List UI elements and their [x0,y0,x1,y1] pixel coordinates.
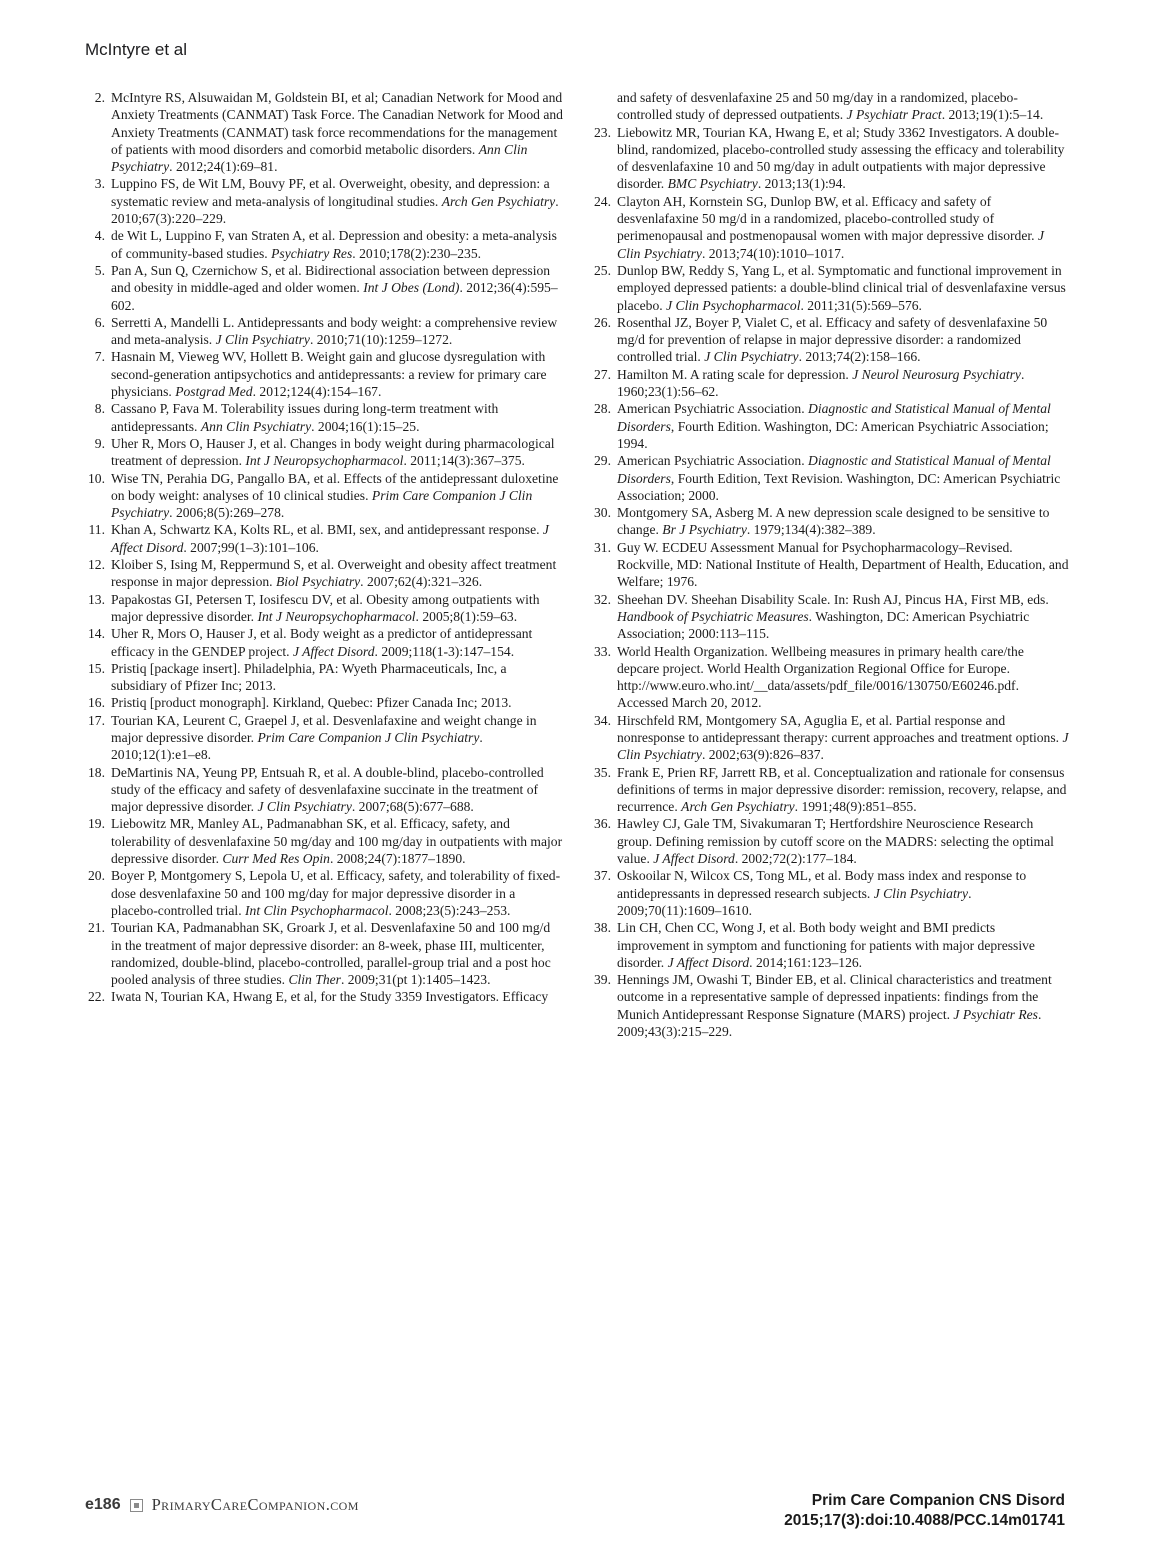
reference-number: 24. [594,193,611,209]
reference-item [84,314,563,349]
reference-number: 13. [88,591,105,607]
reference-item [84,435,563,470]
reference-number: 31. [594,539,611,555]
reference-text: Hirschfeld RM, Montgomery SA, Aguglia E, et al. Partial response and nonresponse to antidepressant therapy: current approaches and treatment options. J Clin Psychiatry. 2002;63(9):826–837. [617,712,1069,763]
reference-text: Luppino FS, de Wit LM, Bouvy PF, et al. Overweight, obesity, and depression: a systematic review and meta-analysis of longitudinal studies. Arch Gen Psychiatry. 2010;67(3):220–229. [111,176,559,227]
reference-item [590,400,1069,452]
reference-text: Tourian KA, Leurent C, Graepel J, et al. Desvenlafaxine and weight change in major depressive disorder. Prim Care Companion J Clin Psychiatry. 2010;12(1):e1–e8. [111,712,537,763]
journal-logo-icon [130,1499,143,1512]
reference-text: Khan A, Schwartz KA, Kolts RL, et al. BMI, sex, and antidepressant response. J Affect Disord. 2007;99(1–3):101–106. [111,522,549,555]
running-head: McIntyre et al [85,40,188,59]
reference-number: 27. [594,366,611,382]
reference-text: Liebowitz MR, Tourian KA, Hwang E, et al; Study 3362 Investigators. A double-blind, randomized, placebo-controlled study assessing the efficacy and tolerability of desvenlafaxine 10 and 50 mg/day in adult outpatients with major depressive disorder. BMC Psychiatry. 2013;13(1):94. [617,124,1065,192]
reference-item [590,815,1069,867]
reference-number: 30. [594,505,611,521]
reference-text: Clayton AH, Kornstein SG, Dunlop BW, et al. Efficacy and safety of desvenlafaxine 50 mg/d in a randomized, placebo-controlled study of perimenopausal and postmenopausal women with major depressive disorder. J Clin Psychiatry. 2013;74(10):1010–1017. [617,193,1044,261]
reference-number [590,89,611,124]
reference-item [590,971,1069,1040]
reference-number: 7. [94,349,105,365]
reference-number: 29. [594,453,611,469]
reference-item [84,556,563,591]
reference-text: Serretti A, Mandelli L. Antidepressants and body weight: a comprehensive review and meta-analysis. J Clin Psychiatry. 2010;71(10):1259–1272. [111,314,558,348]
reference-text: Uher R, Mors O, Hauser J, et al. Body weight as a predictor of antidepressant efficacy in the GENDEP project. J Affect Disord. 2009;118(1-3):147–154. [111,626,533,659]
reference-item [84,521,563,556]
reference-text: Hawley CJ, Gale TM, Sivakumaran T; Hertfordshire Neuroscience Research group. Defining remission by cutoff score on the MADRS: selecting the optimal value. J Affect Disord. 2002;72(2):177–184. [617,816,1054,867]
reference-number: 4. [94,228,105,244]
journal-website: PrimaryCareCompanion.com [151,1495,359,1514]
reference-item [590,452,1069,504]
reference-item [84,89,563,175]
reference-number: 37. [594,868,611,884]
reference-item [84,262,563,314]
footer-right [784,1491,1065,1530]
reference-number: 22. [88,989,105,1005]
reference-text: Dunlop BW, Reddy S, Yang L, et al. Symptomatic and functional improvement in employed depressed patients: a double-blind clinical trial of desvenlafaxine versus placebo. J Clin Psychopharmacol. 2011;31(5):569–576. [617,262,1066,313]
reference-item [84,227,563,262]
reference-number: 12. [88,557,105,573]
reference-item [590,262,1069,314]
reference-number: 6. [94,314,105,330]
reference-text: World Health Organization. Wellbeing measures in primary health care/the depcare project. World Health Organization Regional Office for Europe. http://www.euro.who.int/__data/assets/pdf_file/0016/130750/E60246.pdf. Accessed March 20, 2012. [617,643,1024,711]
reference-item [84,348,563,400]
reference-number: 2. [94,90,105,105]
reference-number: 14. [88,626,105,642]
reference-text: Guy W. ECDEU Assessment Manual for Psychopharmacology–Revised. Rockville, MD: National Institute of Health, Department of Health, Education, and Welfare; 1976. [617,539,1069,590]
reference-text: Uher R, Mors O, Hauser J, et al. Changes in body weight during pharmacological treatment of depression. Int J Neuropsychopharmacol. 2011;14(3):367–375. [111,435,555,469]
reference-number: 11. [88,522,105,538]
reference-item [84,625,563,660]
reference-number: 5. [94,262,105,278]
reference-text: Pan A, Sun Q, Czernichow S, et al. Bidirectional association between depression and obesity in middle-aged and older women. Int J Obes (Lond). 2012;36(4):595–602. [111,262,558,313]
reference-text: DeMartinis NA, Yeung PP, Entsuah R, et al. A double-blind, placebo-controlled study of the efficacy and safety of desvenlafaxine succinate in the treatment of major depressive disorder. J Clin Psychiatry. 2007;68(5):677–688. [111,764,544,815]
reference-item [590,712,1069,764]
reference-item [84,988,563,1005]
reference-item [590,764,1069,816]
reference-text: de Wit L, Luppino F, van Straten A, et al. Depression and obesity: a meta-analysis of community-based studies. Psychiatry Res. 2010;178(2):230–235. [111,228,557,261]
reference-item [590,366,1069,401]
reference-number: 36. [594,816,611,832]
reference-item [590,539,1069,591]
reference-number: 23. [594,124,611,140]
reference-text: Rosenthal JZ, Boyer P, Vialet C, et al. Efficacy and safety of desvenlafaxine 50 mg/d for prevention of relapse in major depressive disorder: a randomized controlled trial. J Clin Psychiatry. 2013;74(2):158–166. [617,314,1048,365]
reference-number: 26. [594,314,611,330]
reference-text: American Psychiatric Association. Diagnostic and Statistical Manual of Mental Disorders, Fourth Edition. Washington, DC: American Psychiatric Association; 1994. [617,401,1051,451]
reference-item [590,919,1069,971]
reference-number: 32. [594,591,611,607]
reference-text: Hennings JM, Owashi T, Binder EB, et al. Clinical characteristics and treatment outcome in a representative sample of depressed inpatients: findings from the Munich Antidepressant Response Signature (MARS) project. J Psychiatr Res. 2009;43(3):215–229. [617,972,1052,1040]
reference-number: 16. [88,695,105,711]
references-column-right [590,89,1069,1040]
reference-item [590,867,1069,919]
reference-item [84,400,563,435]
reference-item [84,815,563,867]
reference-text: American Psychiatric Association. Diagnostic and Statistical Manual of Mental Disorders, Fourth Edition, Text Revision. Washington, DC: American Psychiatric Association; 2000. [617,453,1061,503]
reference-number: 20. [88,868,105,884]
reference-text: Liebowitz MR, Manley AL, Padmanabhan SK, et al. Efficacy, safety, and tolerability of desvenlafaxine 50 mg/day and 100 mg/day in outpatients with major depressive disorder. Curr Med Res Opin. 2008;24(7):1877–1890. [111,816,563,867]
reference-item [84,175,563,227]
reference-number: 34. [594,712,611,728]
reference-text: Pristiq [package insert]. Philadelphia, PA: Wyeth Pharmaceuticals, Inc, a subsidiary of Pfizer Inc; 2013. [111,660,507,694]
reference-item [84,712,563,764]
reference-text: and safety of desvenlafaxine 25 and 50 mg/day in a randomized, placebo-controlled study of depressed outpatients. J Psychiatr Pract. 2013;19(1):5–14. [617,90,1044,123]
reference-number: 9. [94,435,105,451]
reference-number: 18. [88,764,105,780]
reference-text: Iwata N, Tourian KA, Hwang E, et al, for the Study 3359 Investigators. Efficacy [111,989,549,1005]
reference-item [590,89,1069,124]
journal-title: Prim Care Companion CNS Disord [811,1492,1065,1509]
reference-text: Papakostas GI, Petersen T, Iosifescu DV, et al. Obesity among outpatients with major depressive disorder. Int J Neuropsychopharmacol. 2005;8(1):59–63. [111,591,540,624]
reference-text: McIntyre RS, Alsuwaidan M, Goldstein BI, et al; Canadian Network for Mood and Anxiety Treatments (CANMAT) Task Force. The Canadian Network for Mood and Anxiety Treatments (CANMAT) task force recommendations for the management of patients with mood disorders and comorbid metabolic disorders. Ann Clin Psychiatry. 2012;24(1):69–81. [111,90,563,175]
reference-text: Lin CH, Chen CC, Wong J, et al. Both body weight and BMI predicts improvement in symptom and functioning for patients with major depressive disorder. J Affect Disord. 2014;161:123–126. [617,920,1035,970]
reference-text: Kloiber S, Ising M, Reppermund S, et al. Overweight and obesity affect treatment response in major depression. Biol Psychiatry. 2007;62(4):321–326. [111,557,557,590]
reference-item [84,591,563,626]
reference-item [84,694,563,711]
reference-number: 28. [594,401,611,417]
reference-number: 39. [594,972,611,988]
reference-item [84,660,563,695]
reference-item [84,470,563,522]
footer-left [85,1495,359,1515]
reference-item [84,764,563,816]
reference-number: 15. [88,660,105,676]
reference-text: Wise TN, Perahia DG, Pangallo BA, et al. Effects of the antidepressant duloxetine on body weight: analyses of 10 clinical studies. Prim Care Companion J Clin Psychiatry. 2006;8(5):269–278. [111,470,559,521]
reference-text: Tourian KA, Padmanabhan SK, Groark J, et al. Desvenlafaxine 50 and 100 mg/d in the treatment of major depressive disorder: an 8-week, phase III, multicenter, randomized, double-blind, placebo-controlled, parallel-group trial and a post hoc pooled analysis of three studies. Clin Ther. 2009;31(pt 1):1405–1423. [111,920,551,988]
reference-number: 33. [594,643,611,659]
reference-number: 17. [88,712,105,728]
reference-item [590,124,1069,193]
reference-number: 21. [88,920,105,936]
reference-text: Montgomery SA, Asberg M. A new depression scale designed to be sensitive to change. Br J Psychiatry. 1979;134(4):382–389. [617,505,1050,538]
reference-number: 35. [594,764,611,780]
reference-item [590,193,1069,262]
journal-citation-doi: 2015;17(3):doi:10.4088/PCC.14m01741 [784,1511,1065,1529]
reference-text: Boyer P, Montgomery S, Lepola U, et al. Efficacy, safety, and tolerability of fixed-dose desvenlafaxine 50 and 100 mg/day for major depressive disorder in a placebo-controlled trial. Int Clin Psychopharmacol. 2008;23(5):243–253. [111,868,561,918]
page-number: e186 [85,1496,121,1513]
reference-text: Frank E, Prien RF, Jarrett RB, et al. Conceptualization and rationale for consensus definitions of terms in major depressive disorder: remission, recovery, relapse, and recurrence. Arch Gen Psychiatry. 1991;48(9):851–855. [617,764,1067,815]
reference-item [590,591,1069,643]
reference-item [590,504,1069,539]
reference-number: 25. [594,262,611,278]
reference-text: Oskooilar N, Wilcox CS, Tong ML, et al. Body mass index and response to antidepressants in depressed research subjects. J Clin Psychiatry. 2009;70(11):1609–1610. [617,868,1027,918]
reference-number: 10. [88,470,105,486]
reference-number: 3. [94,176,105,192]
reference-item [84,919,563,988]
reference-number: 19. [88,816,105,832]
reference-item [590,643,1069,712]
reference-number: 8. [94,401,105,417]
reference-text: Cassano P, Fava M. Tolerability issues during long-term treatment with antidepressants. Ann Clin Psychiatry. 2004;16(1):15–25. [111,401,499,434]
reference-text: Hasnain M, Vieweg WV, Hollett B. Weight gain and glucose dysregulation with second-generation antipsychotics and antidepressants: a review for primary care physicians. Postgrad Med. 2012;124(4):154–167. [111,349,547,400]
reference-text: Pristiq [product monograph]. Kirkland, Quebec: Pfizer Canada Inc; 2013. [111,695,512,711]
reference-number: 38. [594,920,611,936]
reference-text: Sheehan DV. Sheehan Disability Scale. In: Rush AJ, Pincus HA, First MB, eds. Handbook of Psychiatric Measures. Washington, DC: American Psychiatric Association; 2000:113–115. [617,591,1049,642]
reference-item [84,867,563,919]
reference-text: Hamilton M. A rating scale for depression. J Neurol Neurosurg Psychiatry. 1960;23(1):56–62. [617,366,1025,400]
references-column-left [84,89,563,1006]
reference-item [590,314,1069,366]
